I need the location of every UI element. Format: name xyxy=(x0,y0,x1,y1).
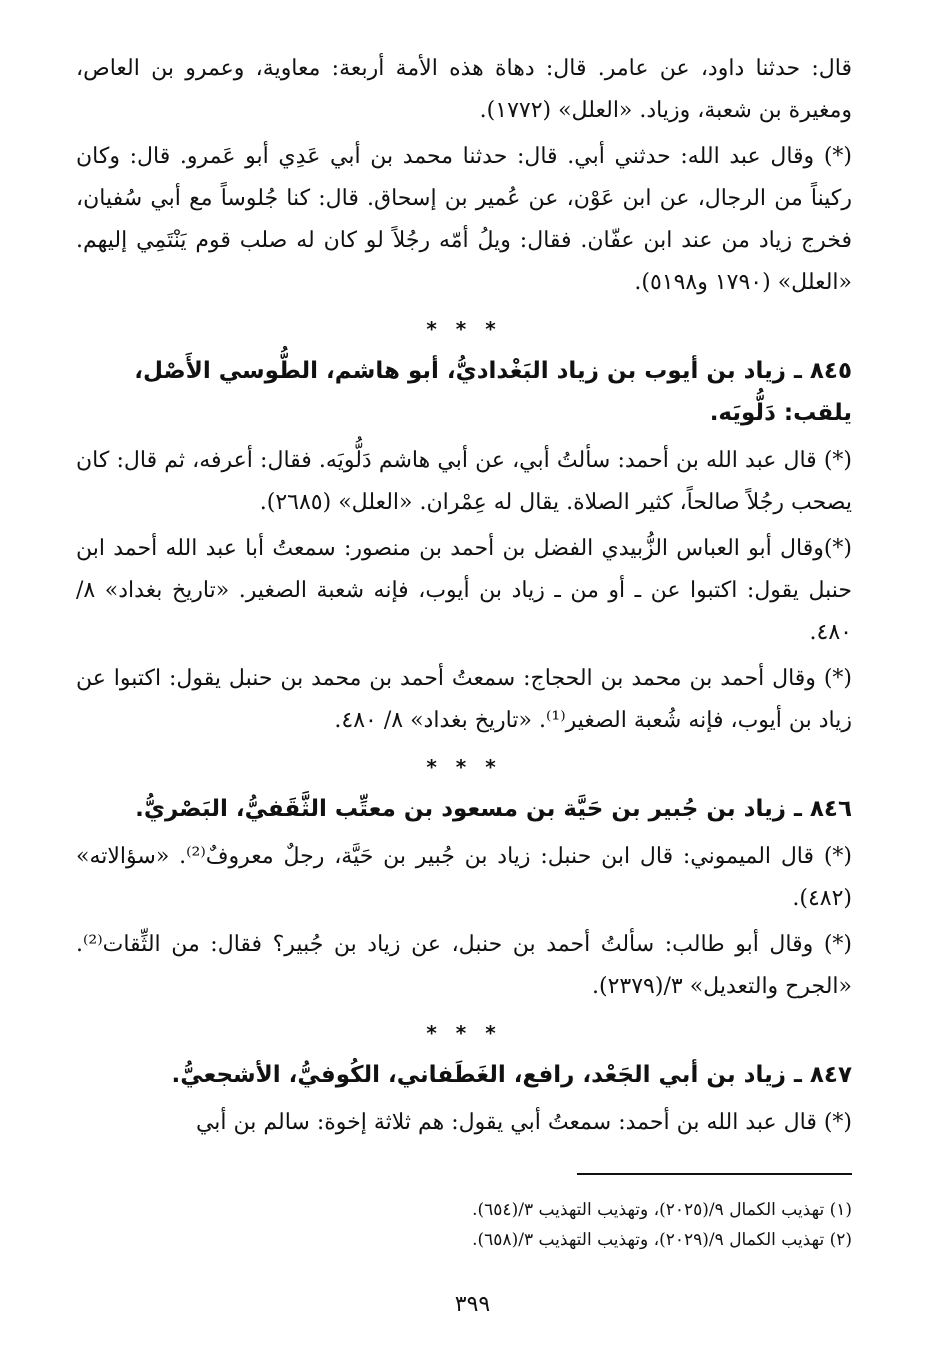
footnote-rule xyxy=(577,1173,852,1175)
entry-heading-846: ٨٤٦ ـ زياد بن جُبير بن حَيَّة بن مسعود بن معتِّب الثَّقَفيُّ، البَصْريُّ. xyxy=(135,796,852,822)
section-separator: * * * xyxy=(426,755,502,779)
paragraph: (*)وقال أبو العباس الزُّبيدي الفضل بن أحمد بن منصور: سمعتُ أبا عبد الله أحمد ابن حنبل يقول: اكتبوا عن ـ أو من ـ زياد بن أيوب، فإنه شعبة الصغير. «تاريخ بغداد» ٨/ ٤٨٠. xyxy=(76,536,852,645)
footnote: (٢) تهذيب الكمال ٩/(٢٠٢٩)، وتهذيب التهذيب ٣/(٦٥٨). xyxy=(472,1230,852,1250)
paragraph: (*) وقال أبو طالب: سألتُ أحمد بن حنبل، عن زياد بن جُبير؟ فقال: من الثِّقات⁽²⁾. «الجرح والتعديل» ٣/(٢٣٧٩). xyxy=(76,932,852,999)
entry-heading-845: ٨٤٥ ـ زياد بن أيوب بن زياد البَغْداديُّ، أبو هاشم، الطُّوسي الأَصْل، يلقب: دَلُّويَه. xyxy=(134,358,852,426)
footnotes xyxy=(152,1195,852,1255)
section-separator: * * * xyxy=(426,1021,502,1045)
page-body xyxy=(76,48,852,1148)
paragraph: (*) قال الميموني: قال ابن حنبل: زياد بن جُبير بن حَيَّة، رجلٌ معروفٌ⁽²⁾. «سؤالاته» (٤٨٢). xyxy=(76,844,852,911)
page-number: ٣٩٩ xyxy=(454,1292,491,1317)
section-separator: * * * xyxy=(426,317,502,341)
paragraph: (*) وقال أحمد بن محمد بن الحجاج: سمعتُ أحمد بن محمد بن حنبل يقول: اكتبوا عن زياد بن أيوب، فإنه شُعبة الصغير⁽¹⁾. «تاريخ بغداد» ٨/ ٤٨٠. xyxy=(76,666,852,733)
paragraph: (*) وقال عبد الله: حدثني أبي. قال: حدثنا محمد بن أبي عَدِي أبو عَمرو. قال: وكان ركيناً من الرجال، عن ابن عَوْن، عن عُمير بن إسحاق. قال: كنا جُلوساً مع أبي سُفيان، فخرج زياد من عند ابن عفّان. فقال: ويلُ أمّه رجُلاً لو كان له صلب قوم يَنْتَمِي إليهم. «العلل» (١٧٩٠ و٥١٩٨). xyxy=(76,144,852,295)
paragraph: (*) قال عبد الله بن أحمد: سمعتُ أبي يقول: هم ثلاثة إخوة: سالم بن أبي xyxy=(195,1110,852,1135)
entry-heading-847: ٨٤٧ ـ زياد بن أبي الجَعْد، رافع، الغَطَفاني، الكُوفيُّ، الأشجعيُّ. xyxy=(171,1062,852,1088)
footnote: (١) تهذيب الكمال ٩/(٢٠٢٥)، وتهذيب التهذيب ٣/(٦٥٤). xyxy=(472,1200,852,1220)
paragraph: (*) قال عبد الله بن أحمد: سألتُ أبي، عن أبي هاشم دَلُّويَه. فقال: أعرفه، ثم قال: كان يصحب رجُلاً صالحاً، كثير الصلاة. يقال له عِمْران. «العلل» (٢٦٨٥). xyxy=(76,448,852,515)
paragraph: قال: حدثنا داود، عن عامر. قال: دهاة هذه الأمة أربعة: معاوية، وعمرو بن العاص، ومغيرة بن شعبة، وزياد. «العلل» (١٧٧٢). xyxy=(76,56,852,123)
